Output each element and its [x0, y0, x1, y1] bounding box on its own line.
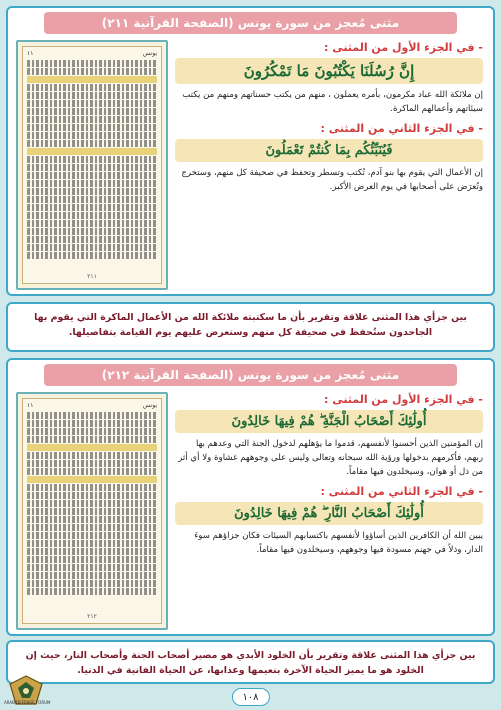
quran-page-thumbnail: يونس ١١ ٢١١ — [16, 40, 168, 290]
ayah-part1: أُولَٰئِكَ أَصْحَابُ الْجَنَّةِ ۖ هُمْ فِيهَا خَالِدُونَ — [175, 410, 483, 433]
section-title: مثنى مُعجز من سورة يونس (الصفحة القرآنية ٢١٢) — [44, 364, 457, 386]
ayah-part2: أُولَٰئِكَ أَصْحَابُ النَّارِ ۖ هُمْ فِيهَا خَالِدُونَ — [175, 502, 483, 525]
ayah-part2: فَيُنَبِّئُكُم بِمَا كُنتُمْ تَعْمَلُونَ — [175, 139, 483, 162]
part2-label: - في الجزء الثاني من المثنى : — [320, 122, 483, 135]
explanation-part1: إن المؤمنين الذين أحسنوا لأنفسهم، قدموا ما يؤهلهم لدخول الجنة التي وعدهم بها ربهم، فأكرمهم بدخولها ورؤية الله سبحانه وتعالى وليس على وجوههم غشاوة ولا أي أثر من ذل أو هوان، وسيخلدون فيها مقاماً. — [178, 439, 483, 477]
explanation-part2: يبين الله أن الكافرين الذين أساؤوا لأنفسهم باكتسابهم السيئات فكان جزاؤهم سوءَ الدار، وذلاً في جهنم مسودة فيها وجوههم، وسيخلدون فيها مقاماً. — [194, 531, 483, 555]
highlighted-verse — [27, 148, 157, 155]
part2-label: - في الجزء الثاني من المثنى : — [320, 485, 483, 498]
summary-box-211: بين جزأي هذا المثنى علاقة وتقرير بأن ما سكتبته ملائكة الله من الأعمال الماكرة التي يقوم بها الجاحدون ستُحفظ في صحيفة كل منهم وستعرض عليهم يوم القيامة بتفاصيلها. — [6, 302, 495, 352]
section-title: مثنى مُعجز من سورة يونس (الصفحة القرآنية ٢١١) — [44, 12, 457, 34]
section-content — [175, 390, 483, 557]
highlighted-verse — [27, 444, 157, 451]
highlighted-verse — [27, 76, 157, 83]
quran-page-number: ٢١٢ — [87, 613, 97, 620]
quran-page-thumbnail: يونس ١١ ٢١٢ — [16, 392, 168, 630]
highlighted-verse — [27, 476, 157, 483]
explanation-part2: إن الأعمال التي يقوم بها بنو آدم، تُكتب وتسطر وتحفظ في صحيفة كل منهم، وستخرج وتُعرَض على أصحابها في يوم العرض الأكبر. — [181, 168, 483, 192]
logo-caption: ARAB DEFENSE FORUM — [4, 700, 51, 705]
section-yunus-212 — [6, 358, 495, 636]
explanation-part1: إن ملائكة الله عباد مكرمون، بأمره يعملون ، منهم من يكتب حسناتهم ومنهم من يكتب سيئاتهم وأعمالهم الماكرة. — [182, 90, 483, 114]
part1-label: - في الجزء الأول من المثنى : — [323, 393, 483, 406]
section-content — [175, 38, 483, 194]
section-yunus-211 — [6, 6, 495, 296]
quran-page-number: ٢١١ — [87, 273, 97, 280]
summary-box-212: بين جزأي هذا المثنى علاقة وتقرير بأن الخلود الأبدي هو مصير أصحاب الجنة وأصحاب النار، حيث إن الخلود هو ما يميز الحياة الآخرة بنعيمها وعذابها، عن الحياة الفانية في الدنيا. — [6, 640, 495, 684]
ayah-part1: إِنَّ رُسُلَنَا يَكْتُبُونَ مَا تَمْكُرُونَ — [175, 58, 483, 84]
part1-label: - في الجزء الأول من المثنى : — [323, 41, 483, 54]
page-number: ١٠٨ — [231, 688, 269, 706]
